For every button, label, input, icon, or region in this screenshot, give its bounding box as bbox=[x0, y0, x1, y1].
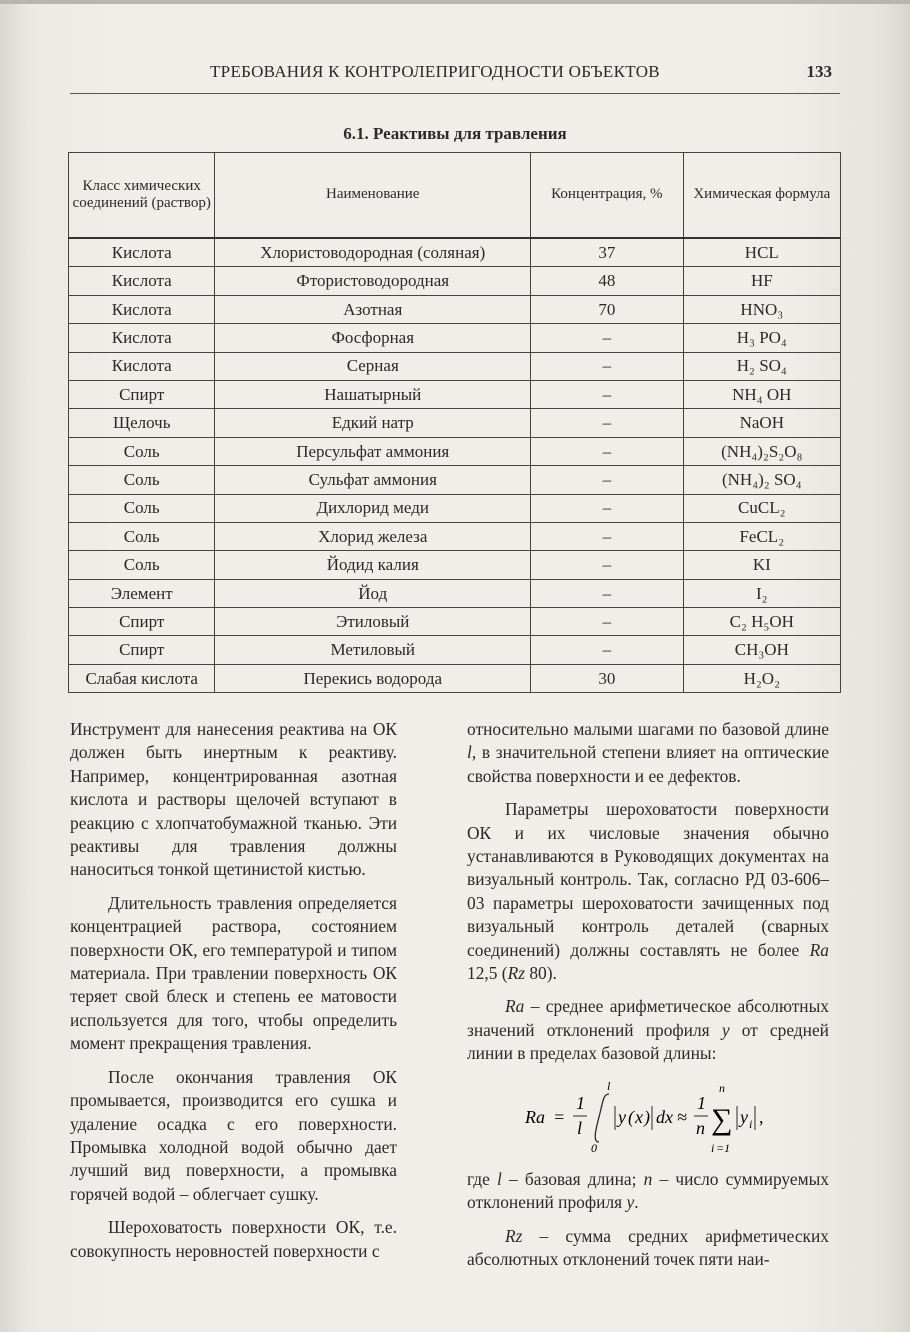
row-name-cell: Хлористоводородная (соляная) bbox=[215, 238, 531, 267]
text-run: Параметры шероховатости поверхности ОК и их числовые значения обычно устанавливаются в Руководящих документах на визуальный контроль. Так, согласно РД 03-606–03 параметры шероховатости зачищенных под визуальный контроль деталей (сварных соединений) должны составлять не более bbox=[467, 799, 829, 960]
table-row bbox=[69, 466, 841, 494]
svg-text:=1: =1 bbox=[716, 1140, 731, 1155]
row-formula-cell: HNO₃ bbox=[683, 295, 840, 323]
table-row bbox=[69, 664, 841, 692]
row-formula-cell: FeCL₂ bbox=[683, 522, 840, 550]
text-run: 12,5 ( bbox=[467, 963, 508, 984]
row-class-cell: Щелочь bbox=[69, 409, 215, 437]
text-run: относительно малыми шагами по базовой длине bbox=[467, 719, 829, 739]
table-row bbox=[69, 352, 841, 380]
row-formula-cell: C₂ H₅OH bbox=[683, 608, 840, 636]
svg-text:i: i bbox=[711, 1140, 715, 1155]
row-name-cell: Йод bbox=[215, 579, 531, 607]
table-row bbox=[69, 380, 841, 408]
table-body bbox=[69, 238, 841, 693]
table-row bbox=[69, 238, 841, 267]
running-header-title: ТРЕБОВАНИЯ К КОНТРОЛЕПРИГОДНОСТИ ОБЪЕКТОВ bbox=[210, 62, 660, 81]
table-row bbox=[69, 579, 841, 607]
row-class-cell: Соль bbox=[69, 437, 215, 465]
row-class-cell: Кислота bbox=[69, 238, 215, 267]
row-formula-cell: I₂ bbox=[683, 579, 840, 607]
column-header-class: Класс химических соединений (раствор) bbox=[69, 153, 215, 239]
row-name-cell: Персульфат аммония bbox=[215, 437, 531, 465]
svg-text:n: n bbox=[696, 1117, 705, 1138]
row-formula-cell: KI bbox=[683, 551, 840, 579]
row-concentration-cell: – bbox=[531, 636, 684, 664]
row-name-cell: Фтористоводородная bbox=[215, 267, 531, 295]
variable: Ra bbox=[505, 996, 525, 1017]
variable: Rz bbox=[505, 1225, 523, 1246]
row-formula-cell: (NH₄)₂ SO₄ bbox=[683, 466, 840, 494]
row-class-cell: Слабая кислота bbox=[69, 664, 215, 692]
svg-text:l: l bbox=[607, 1078, 611, 1093]
row-name-cell: Сульфат аммония bbox=[215, 466, 531, 494]
variable: y bbox=[721, 1019, 730, 1040]
row-formula-cell: CuCL₂ bbox=[683, 494, 840, 522]
paragraph: Длительность травления определяется концентрацией раствора, состоянием поверхности ОК, его температурой и типом материала. При травлении поверхность ОК теряет свой блеск и степень ее матовости используется для того, чтобы определить момент прекращения травления. bbox=[70, 892, 397, 1054]
row-name-cell: Серная bbox=[215, 352, 531, 380]
text-run: , в значительной степени влияет на оптические свойства поверхности и ее дефектов. bbox=[467, 742, 829, 786]
text-run: где bbox=[467, 1168, 497, 1189]
svg-text:1: 1 bbox=[576, 1092, 585, 1113]
row-formula-cell: NaOH bbox=[683, 409, 840, 437]
row-concentration-cell: – bbox=[531, 494, 684, 522]
ra-formula bbox=[467, 1072, 829, 1162]
paragraph: Инструмент для нанесения реактива на ОК должен быть инертным к реактиву. Например, концентрированная азотная кислота и растворы щелочей вступают в реакцию с хлопчатобумажной тканью. Эти реактивы для травления должны наноситься тонкой щетинистой кистью. bbox=[70, 719, 397, 880]
variable: l bbox=[467, 742, 472, 763]
page-number: 133 bbox=[806, 62, 832, 81]
row-concentration-cell: 70 bbox=[531, 295, 684, 323]
text-run: – число суммируемых отклонений профиля bbox=[467, 1168, 829, 1213]
ra-formula-graphic bbox=[523, 1072, 773, 1162]
row-name-cell: Перекись водорода bbox=[215, 664, 531, 692]
right-text-column bbox=[467, 718, 829, 1281]
row-formula-cell: CH₃OH bbox=[683, 636, 840, 664]
svg-text:dx: dx bbox=[656, 1106, 673, 1127]
svg-text:0: 0 bbox=[591, 1140, 597, 1155]
row-class-cell: Спирт bbox=[69, 380, 215, 408]
table-row bbox=[69, 522, 841, 550]
row-concentration-cell: – bbox=[531, 352, 684, 380]
text-run: – среднее арифметическое абсолютных значений отклонений профиля bbox=[467, 996, 829, 1040]
row-name-cell: Нашатырный bbox=[215, 380, 531, 408]
variable: Ra bbox=[809, 939, 829, 960]
row-name-cell: Фосфорная bbox=[215, 324, 531, 352]
column-header-name: Наименование bbox=[215, 153, 531, 239]
paragraph bbox=[467, 1168, 829, 1215]
row-formula-cell: H₂O₂ bbox=[683, 664, 840, 692]
row-class-cell: Спирт bbox=[69, 608, 215, 636]
running-header bbox=[60, 62, 850, 90]
svg-text:n: n bbox=[719, 1080, 725, 1095]
svg-text:): ) bbox=[644, 1106, 650, 1127]
row-formula-cell: HF bbox=[683, 267, 840, 295]
header-rule bbox=[70, 93, 840, 94]
row-class-cell: Соль bbox=[69, 551, 215, 579]
svg-text:x: x bbox=[635, 1106, 643, 1127]
row-class-cell: Кислота bbox=[69, 324, 215, 352]
row-class-cell: Соль bbox=[69, 522, 215, 550]
reagents-table bbox=[68, 152, 841, 693]
row-class-cell: Соль bbox=[69, 466, 215, 494]
text-run: от средней линии в пределах базовой длины: bbox=[467, 1019, 829, 1064]
svg-text:i: i bbox=[749, 1116, 753, 1131]
row-name-cell: Едкий натр bbox=[215, 409, 531, 437]
row-class-cell: Кислота bbox=[69, 352, 215, 380]
svg-text:Ra: Ra bbox=[525, 1106, 545, 1127]
table-row bbox=[69, 409, 841, 437]
row-concentration-cell: – bbox=[531, 437, 684, 465]
row-name-cell: Хлорид железа bbox=[215, 522, 531, 550]
text-run: – сумма средних арифметических абсолютных отклонений точек пяти наи- bbox=[467, 1225, 829, 1269]
row-concentration-cell: 37 bbox=[531, 238, 684, 267]
paragraph: После окончания травления ОК промывается, производится его сушка и удаление осадка с его поверхности. Промывка холодной водой обычно дает лучший вид поверхности, а промывка горячей водой – облегчает сушку. bbox=[70, 1066, 397, 1204]
variable: n bbox=[643, 1168, 653, 1189]
row-concentration-cell: – bbox=[531, 608, 684, 636]
row-concentration-cell: 48 bbox=[531, 267, 684, 295]
paragraph bbox=[467, 798, 829, 985]
row-concentration-cell: – bbox=[531, 551, 684, 579]
table-row bbox=[69, 437, 841, 465]
row-name-cell: Метиловый bbox=[215, 636, 531, 664]
svg-text:y: y bbox=[740, 1106, 748, 1127]
row-concentration-cell: – bbox=[531, 324, 684, 352]
column-header-concentration: Концентрация, % bbox=[531, 153, 684, 239]
row-class-cell: Спирт bbox=[69, 636, 215, 664]
variable: y bbox=[626, 1192, 635, 1213]
row-concentration-cell: – bbox=[531, 579, 684, 607]
row-concentration-cell: – bbox=[531, 522, 684, 550]
row-concentration-cell: – bbox=[531, 409, 684, 437]
svg-text:=: = bbox=[553, 1106, 566, 1127]
text-run: . bbox=[634, 1192, 639, 1213]
row-concentration-cell: 30 bbox=[531, 664, 684, 692]
row-class-cell: Кислота bbox=[69, 267, 215, 295]
variable: Rz bbox=[507, 963, 525, 984]
svg-text:l: l bbox=[577, 1117, 583, 1138]
table-row bbox=[69, 608, 841, 636]
svg-text:∑: ∑ bbox=[711, 1102, 733, 1136]
svg-text:1: 1 bbox=[697, 1092, 706, 1113]
row-name-cell: Йодид калия bbox=[215, 551, 531, 579]
row-formula-cell: HCL bbox=[683, 238, 840, 267]
table-caption: 6.1. Реактивы для травления bbox=[343, 124, 567, 143]
table-row bbox=[69, 494, 841, 522]
svg-text:y: y bbox=[618, 1106, 626, 1127]
row-formula-cell: NH₄ OH bbox=[683, 380, 840, 408]
row-concentration-cell: – bbox=[531, 380, 684, 408]
table-row bbox=[69, 295, 841, 323]
svg-text:≈: ≈ bbox=[677, 1106, 687, 1127]
table-row bbox=[69, 324, 841, 352]
row-formula-cell: H₃ PO₄ bbox=[683, 324, 840, 352]
paragraph: Шероховатость поверхности ОК, т.е. совокупность неровностей поверхности с bbox=[70, 1217, 397, 1261]
variable: l bbox=[497, 1168, 502, 1189]
row-name-cell: Этиловый bbox=[215, 608, 531, 636]
svg-text:,: , bbox=[759, 1106, 764, 1127]
text-run: – базовая длина; bbox=[501, 1168, 644, 1189]
table-row bbox=[69, 551, 841, 579]
row-formula-cell: H₂ SO₄ bbox=[683, 352, 840, 380]
paragraph bbox=[467, 995, 829, 1065]
paragraph bbox=[467, 1225, 829, 1272]
row-class-cell: Соль bbox=[69, 494, 215, 522]
text-run: 80). bbox=[524, 963, 557, 984]
page-top-edge bbox=[0, 0, 910, 4]
left-text-column bbox=[70, 718, 397, 1273]
row-class-cell: Элемент bbox=[69, 579, 215, 607]
table-row bbox=[69, 636, 841, 664]
table-header-row bbox=[69, 153, 841, 239]
row-name-cell: Азотная bbox=[215, 295, 531, 323]
table-row bbox=[69, 267, 841, 295]
svg-text:(: ( bbox=[628, 1106, 634, 1127]
row-formula-cell: (NH₄)₂S₂O₈ bbox=[683, 437, 840, 465]
paragraph bbox=[467, 718, 829, 788]
column-header-formula: Химическая формула bbox=[683, 153, 840, 239]
row-class-cell: Кислота bbox=[69, 295, 215, 323]
row-name-cell: Дихлорид меди bbox=[215, 494, 531, 522]
row-concentration-cell: – bbox=[531, 466, 684, 494]
